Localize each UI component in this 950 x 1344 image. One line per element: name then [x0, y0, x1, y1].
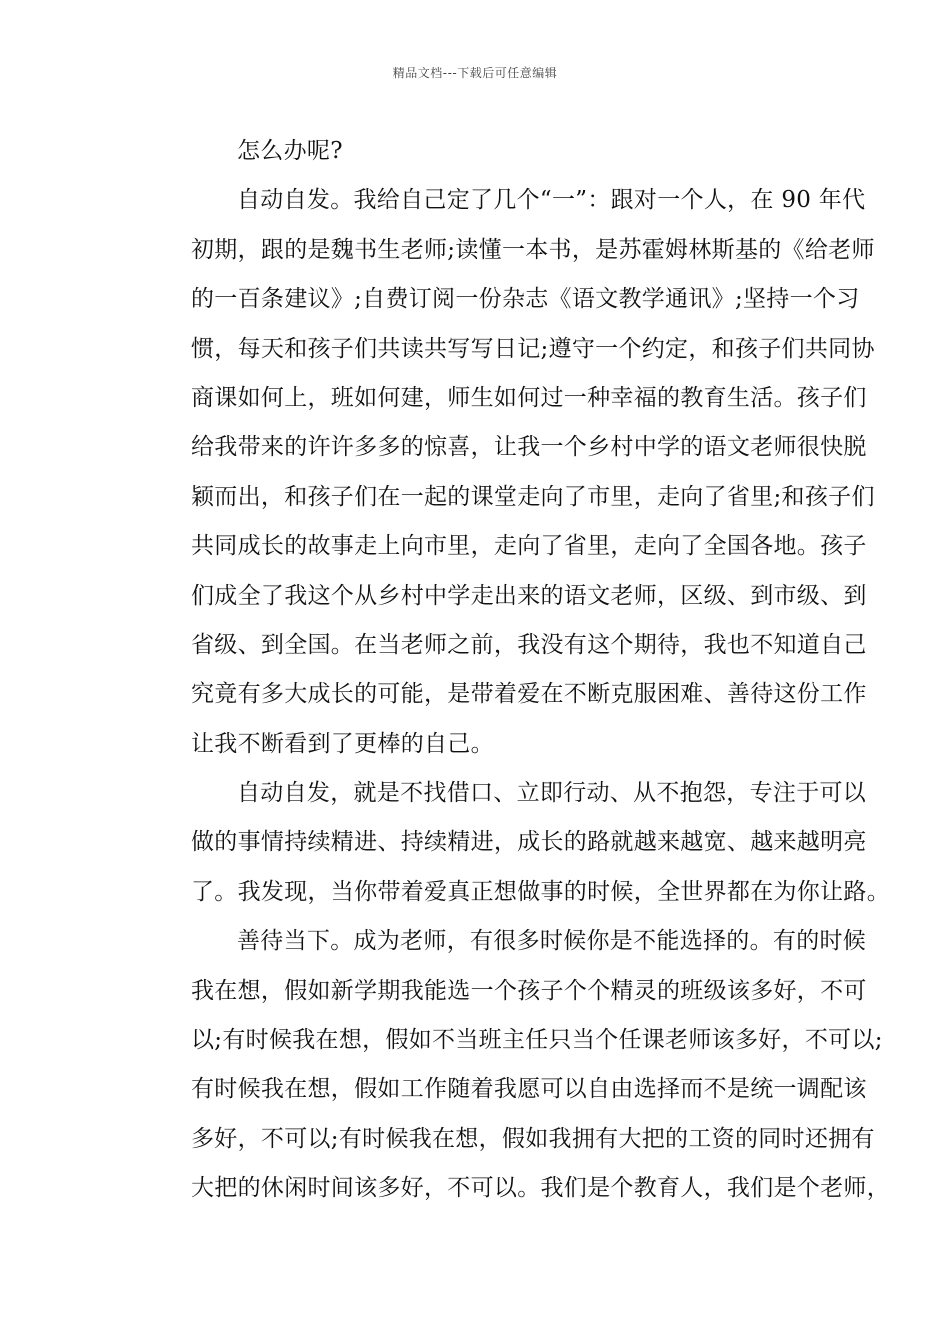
text-line: 多好，不可以;有时候我在想，假如我拥有大把的工资的同时还拥有	[191, 1125, 875, 1152]
paragraph	[145, 917, 890, 1213]
text-line: 给我带来的许许多多的惊喜，让我一个乡村中学的语文老师很快脱	[191, 434, 867, 461]
text-line: 大把的休闲时间该多好，不可以。我们是个教育人，我们是个老师，	[191, 1175, 890, 1202]
text-line: 们成全了我这个从乡村中学走出来的语文老师，区级、到市级、到	[191, 582, 867, 609]
document-body	[145, 127, 890, 1214]
text-line: 初期，跟的是魏书生老师;读懂一本书，是苏霍姆林斯基的《给老师	[191, 236, 875, 263]
text-line: 自动自发。我给自己定了几个“一”：跟对一个人，在 90 年代	[237, 187, 866, 214]
text-line: 做的事情持续精进、持续精进，成长的路就越来越宽、越来越明亮	[191, 829, 867, 856]
text-line: 究竟有多大成长的可能，是带着爱在不断克服困难、善待这份工作	[191, 681, 867, 708]
text-line: 善待当下。成为老师，有很多时候你是不能选择的。有的时候	[237, 928, 867, 955]
text-line: 让我不断看到了更棒的自己。	[191, 730, 494, 757]
text-line: 我在想，假如新学期我能选一个孩子个个精灵的班级该多好，不可	[191, 977, 867, 1004]
text-line: 了。我发现，当你带着爱真正想做事的时候，全世界都在为你让路。	[191, 878, 890, 905]
text-line: 怎么办呢?	[237, 138, 343, 164]
text-line: 有时候我在想，假如工作随着我愿可以自由选择而不是统一调配该	[191, 1076, 867, 1103]
text-line: 颖而出，和孩子们在一起的课堂走向了市里，走向了省里;和孩子们	[191, 483, 875, 510]
paragraph	[145, 176, 875, 769]
paragraph	[145, 769, 890, 917]
paragraph	[145, 127, 807, 176]
text-line: 惯，每天和孩子们共读共写写日记;遵守一个约定，和孩子们共同协	[191, 335, 875, 362]
text-line: 自动自发，就是不找借口、立即行动、从不抱怨，专注于可以	[237, 780, 867, 807]
text-line: 的一百条建议》;自费订阅一份杂志《语文教学通讯》;坚持一个习	[191, 286, 860, 313]
text-line: 以;有时候我在想，假如不当班主任只当个任课老师该多好，不可以;	[191, 1027, 883, 1054]
text-line: 商课如何上，班如何建，师生如何过一种幸福的教育生活。孩子们	[191, 384, 867, 411]
page-header: 精品文档---下载后可任意编辑	[392, 66, 558, 80]
text-line: 省级、到全国。在当老师之前，我没有这个期待，我也不知道自己	[191, 631, 867, 658]
text-line: 共同成长的故事走上向市里，走向了省里，走向了全国各地。孩子	[191, 533, 867, 560]
